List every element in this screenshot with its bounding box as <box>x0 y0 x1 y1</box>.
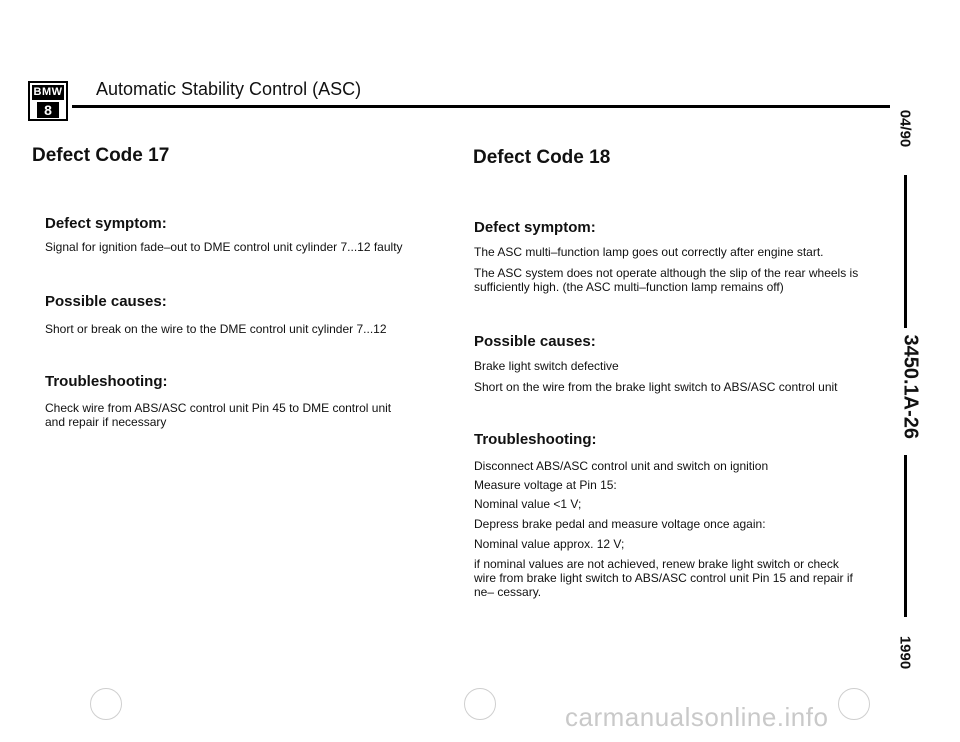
margin-year: 1990 <box>896 635 914 670</box>
right-causes-heading: Possible causes: <box>474 333 596 350</box>
binder-hole <box>838 688 870 720</box>
right-trouble-line: Disconnect ABS/ASC control unit and switch on ignition <box>474 459 769 473</box>
right-trouble-line: Measure voltage at Pin 15: <box>474 478 617 492</box>
left-trouble-text: Check wire from ABS/ASC control unit Pin 45 to DME control unit and repair if necessary <box>45 401 392 429</box>
left-causes-heading: Possible causes: <box>45 293 167 310</box>
binder-hole <box>90 688 122 720</box>
right-symptom-line: The ASC multi–function lamp goes out correctly after engine start. <box>474 245 824 259</box>
right-symptom-heading: Defect symptom: <box>474 219 596 236</box>
right-trouble-line: if nominal values are not achieved, renew brake light switch or check wire from brake light switch to ABS/ASC control unit Pin 15 and repair if ne– cessary. <box>474 557 853 599</box>
page-title: Automatic Stability Control (ASC) <box>96 79 362 99</box>
logo-brand: BMW <box>33 86 63 98</box>
right-title: Defect Code 18 <box>473 147 611 168</box>
left-symptom-heading: Defect symptom: <box>45 215 167 232</box>
margin-date: 04/90 <box>896 109 914 148</box>
margin-rule-bottom <box>904 455 907 617</box>
margin-code: 3450.1A-26 <box>899 334 922 440</box>
margin-rule-top <box>904 175 907 328</box>
right-symptom-line: The ASC system does not operate although the slip of the rear wheels is sufficiently high. (the ASC multi–function lamp remains off) <box>474 266 859 294</box>
left-causes-text: Short or break on the wire to the DME control unit cylinder 7...12 <box>45 322 387 336</box>
left-symptom-text: Signal for ignition fade–out to DME control unit cylinder 7...12 faulty <box>45 240 403 254</box>
right-causes-line: Brake light switch defective <box>474 359 619 373</box>
right-trouble-heading: Troubleshooting: <box>474 431 597 448</box>
bmw-logo <box>28 81 68 121</box>
left-trouble-heading: Troubleshooting: <box>45 373 168 390</box>
right-trouble-line: Nominal value <1 V; <box>474 497 582 511</box>
header-rule <box>72 105 890 108</box>
logo-series: 8 <box>37 102 59 118</box>
right-causes-line: Short on the wire from the brake light switch to ABS/ASC control unit <box>474 380 838 394</box>
right-trouble-line: Depress brake pedal and measure voltage once again: <box>474 517 766 531</box>
left-title: Defect Code 17 <box>32 145 170 166</box>
binder-hole <box>464 688 496 720</box>
watermark: carmanualsonline.info <box>565 702 829 732</box>
right-trouble-line: Nominal value approx. 12 V; <box>474 537 625 551</box>
